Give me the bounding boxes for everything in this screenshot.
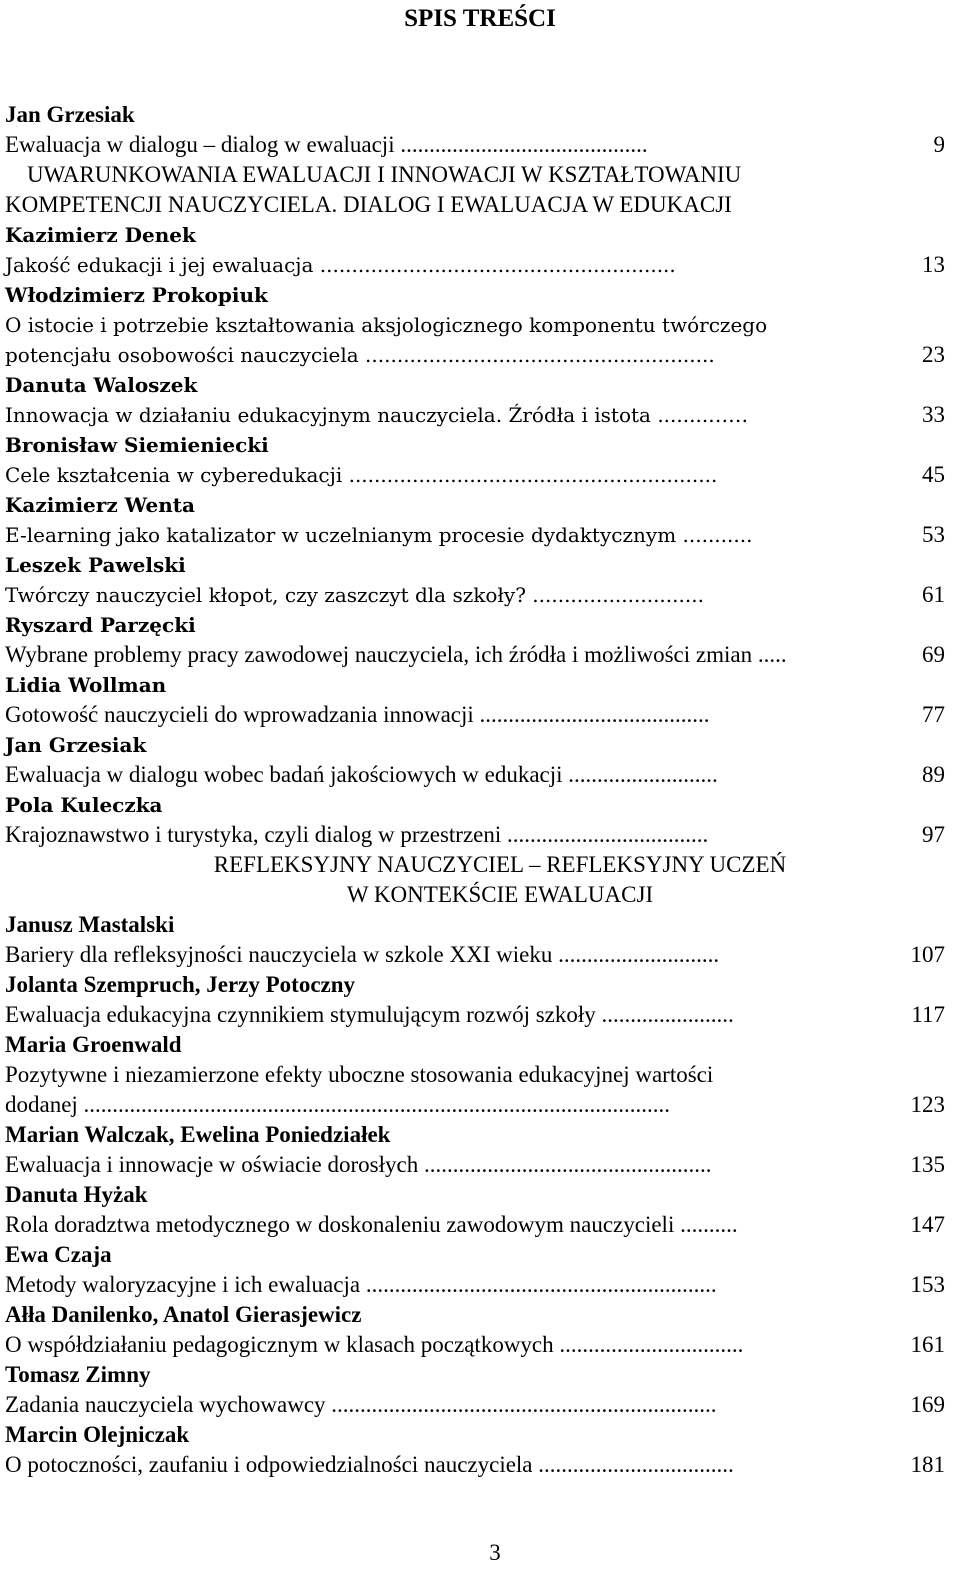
entry-title: Bariery dla refleksyjności nauczyciela w szkole XXI wieku ............................ xyxy=(5,942,720,967)
entry-title: Innowacja w działaniu edukacyjnym nauczyciela. Źródła i istota ........…… xyxy=(5,403,749,427)
toc-author xyxy=(5,1180,945,1210)
entry-page-number: 107 xyxy=(910,942,945,967)
entry-title: potencjału osobowości nauczyciela ....................................................... xyxy=(5,343,715,367)
author-name: Włodzimierz Prokopiuk xyxy=(5,283,268,307)
entry-page-number: 181 xyxy=(910,1452,945,1477)
entry-title: Ewaluacja w dialogu – dialog w ewaluacji ........................................... xyxy=(5,132,648,157)
entry-title: Rola doradztwa metodycznego w doskonaleniu zawodowym nauczycieli .......... xyxy=(5,1212,738,1237)
entry-title: Gotowość nauczycieli do wprowadzania innowacji ........................................ xyxy=(5,702,710,727)
entry-page-number: 69 xyxy=(922,642,945,667)
author-name: Marian Walczak, Ewelina Poniedziałek xyxy=(5,1122,391,1147)
toc-entry[interactable] xyxy=(5,640,945,670)
entry-page-number: 45 xyxy=(922,462,945,487)
entry-page-number: 147 xyxy=(910,1212,945,1237)
toc-author xyxy=(5,1420,945,1450)
toc-entry[interactable] xyxy=(5,460,945,490)
author-name: Janusz Mastalski xyxy=(5,912,175,937)
entry-page-number: 77 xyxy=(922,702,945,727)
toc-author xyxy=(5,100,945,130)
entry-title: dodanej ...................................................................................................... xyxy=(5,1092,671,1117)
toc-entry[interactable] xyxy=(5,760,945,790)
entry-title: O istocie i potrzebie kształtowania aksjologicznego komponentu twórczego xyxy=(5,313,768,337)
toc-author xyxy=(5,1120,945,1150)
entry-page-number: 9 xyxy=(933,132,945,157)
toc-entry[interactable] xyxy=(5,1270,945,1300)
author-name: Jolanta Szempruch, Jerzy Potoczny xyxy=(5,972,356,997)
entry-title: Wybrane problemy pracy zawodowej nauczyciela, ich źródła i możliwości zmian ..... xyxy=(5,642,787,667)
author-name: Ryszard Parzęcki xyxy=(5,613,196,637)
toc-entry[interactable] xyxy=(5,520,945,550)
author-name: Lidia Wollman xyxy=(5,673,167,697)
toc-author xyxy=(5,1030,945,1060)
author-name: Kazimierz Wenta xyxy=(5,493,195,517)
entry-title: O współdziałaniu pedagogicznym w klasach początkowych ................................ xyxy=(5,1332,744,1357)
toc-author xyxy=(5,1300,945,1330)
author-name: Kazimierz Denek xyxy=(5,223,196,247)
section-heading: W KONTEKŚCIE EWALUACJI xyxy=(346,882,654,907)
toc-author xyxy=(5,610,945,640)
author-name: Tomasz Zimny xyxy=(5,1362,151,1387)
toc-author xyxy=(5,910,945,940)
entry-page-number: 153 xyxy=(910,1272,945,1297)
entry-page-number: 61 xyxy=(922,582,945,607)
toc-author xyxy=(5,430,945,460)
toc-entry[interactable] xyxy=(5,310,945,340)
entry-title: Pozytywne i niezamierzone efekty uboczne stosowania edukacyjnej wartości xyxy=(5,1062,714,1087)
entry-page-number: 161 xyxy=(910,1332,945,1357)
author-name: Jan Grzesiak xyxy=(5,733,147,757)
toc-entry[interactable] xyxy=(5,130,945,160)
page-title: SPIS TREŚCI xyxy=(404,5,556,32)
author-name: Danuta Waloszek xyxy=(5,373,198,397)
entry-title: Cele kształcenia w cyberedukacji .......................................................... xyxy=(5,463,718,487)
toc-entry[interactable] xyxy=(5,1450,945,1480)
entry-title: O potoczności, zaufaniu i odpowiedzialności nauczyciela .................................. xyxy=(5,1452,734,1477)
author-name: Ałła Danilenko, Anatol Gierasjewicz xyxy=(5,1302,362,1327)
author-name: Danuta Hyżak xyxy=(5,1182,148,1207)
toc-entry[interactable] xyxy=(5,1060,945,1090)
toc-entry[interactable] xyxy=(5,340,945,370)
entry-title: Krajoznawstwo i turystyka, czyli dialog w przestrzeni ................................... xyxy=(5,822,709,847)
toc-author xyxy=(5,730,945,760)
entry-title: Ewaluacja i innowacje w oświacie dorosłych .................................................. xyxy=(5,1152,712,1177)
author-name: Ewa Czaja xyxy=(5,1242,112,1267)
toc-author xyxy=(5,970,945,1000)
toc-author xyxy=(5,490,945,520)
toc-entry[interactable] xyxy=(5,580,945,610)
toc-entry[interactable] xyxy=(5,1150,945,1180)
entry-title: E-learning jako katalizator w uczelnianym procesie dydaktycznym ........... xyxy=(5,523,753,547)
author-name: Leszek Pawelski xyxy=(5,553,186,577)
toc-entry[interactable] xyxy=(5,1000,945,1030)
toc-author xyxy=(5,1240,945,1270)
author-name: Jan Grzesiak xyxy=(5,102,135,127)
toc-author xyxy=(5,550,945,580)
entry-title: Ewaluacja w dialogu wobec badań jakościowych w edukacji .......................... xyxy=(5,762,718,787)
entry-page-number: 33 xyxy=(922,402,945,427)
section-heading: UWARUNKOWANIA EWALUACJI I INNOWACJI W KSZTAŁTOWANIU xyxy=(27,162,742,187)
page-number: 3 xyxy=(489,1540,501,1565)
entry-page-number: 123 xyxy=(910,1092,945,1117)
entry-page-number: 135 xyxy=(910,1152,945,1177)
author-name: Maria Groenwald xyxy=(5,1032,182,1057)
entry-title: Ewaluacja edukacyjna czynnikiem stymulującym rozwój szkoły ....................... xyxy=(5,1002,734,1027)
entry-page-number: 13 xyxy=(922,252,945,277)
toc-entry[interactable] xyxy=(5,820,945,850)
table-of-contents xyxy=(5,100,945,1480)
entry-page-number: 89 xyxy=(922,762,945,787)
toc-author xyxy=(5,790,945,820)
author-name: Marcin Olejniczak xyxy=(5,1422,190,1447)
section-heading: REFLEKSYJNY NAUCZYCIEL – REFLEKSYJNY UCZEŃ xyxy=(213,852,787,877)
toc-entry[interactable] xyxy=(5,1210,945,1240)
entry-page-number: 53 xyxy=(922,522,945,547)
toc-entry[interactable] xyxy=(5,1390,945,1420)
toc-author xyxy=(5,670,945,700)
entry-page-number: 117 xyxy=(911,1002,945,1027)
entry-page-number: 23 xyxy=(922,342,945,367)
toc-entry[interactable] xyxy=(5,400,945,430)
toc-author xyxy=(5,1360,945,1390)
toc-author xyxy=(5,220,945,250)
entry-title: Metody waloryzacyjne i ich ewaluacja ............................................................. xyxy=(5,1272,717,1297)
toc-author xyxy=(5,280,945,310)
toc-entry[interactable] xyxy=(5,1090,945,1120)
toc-author xyxy=(5,370,945,400)
entry-title: Twórczy nauczyciel kłopot, czy zaszczyt dla szkoły? ........................... xyxy=(5,583,704,607)
author-name: Pola Kuleczka xyxy=(5,793,163,817)
toc-entry[interactable] xyxy=(5,940,945,970)
author-name: Bronisław Siemieniecki xyxy=(5,433,269,457)
entry-title: Zadania nauczyciela wychowawcy ................................................................... xyxy=(5,1392,717,1417)
entry-page-number: 169 xyxy=(910,1392,945,1417)
toc-entry[interactable] xyxy=(5,1330,945,1360)
toc-entry[interactable] xyxy=(5,250,945,280)
toc-entry[interactable] xyxy=(5,700,945,730)
section-heading: KOMPETENCJI NAUCZYCIELA. DIALOG I EWALUACJA W EDUKACJI xyxy=(5,192,732,217)
entry-page-number: 97 xyxy=(922,822,945,847)
entry-title: Jakość edukacji i jej ewaluacja ........................................................ xyxy=(5,253,676,277)
